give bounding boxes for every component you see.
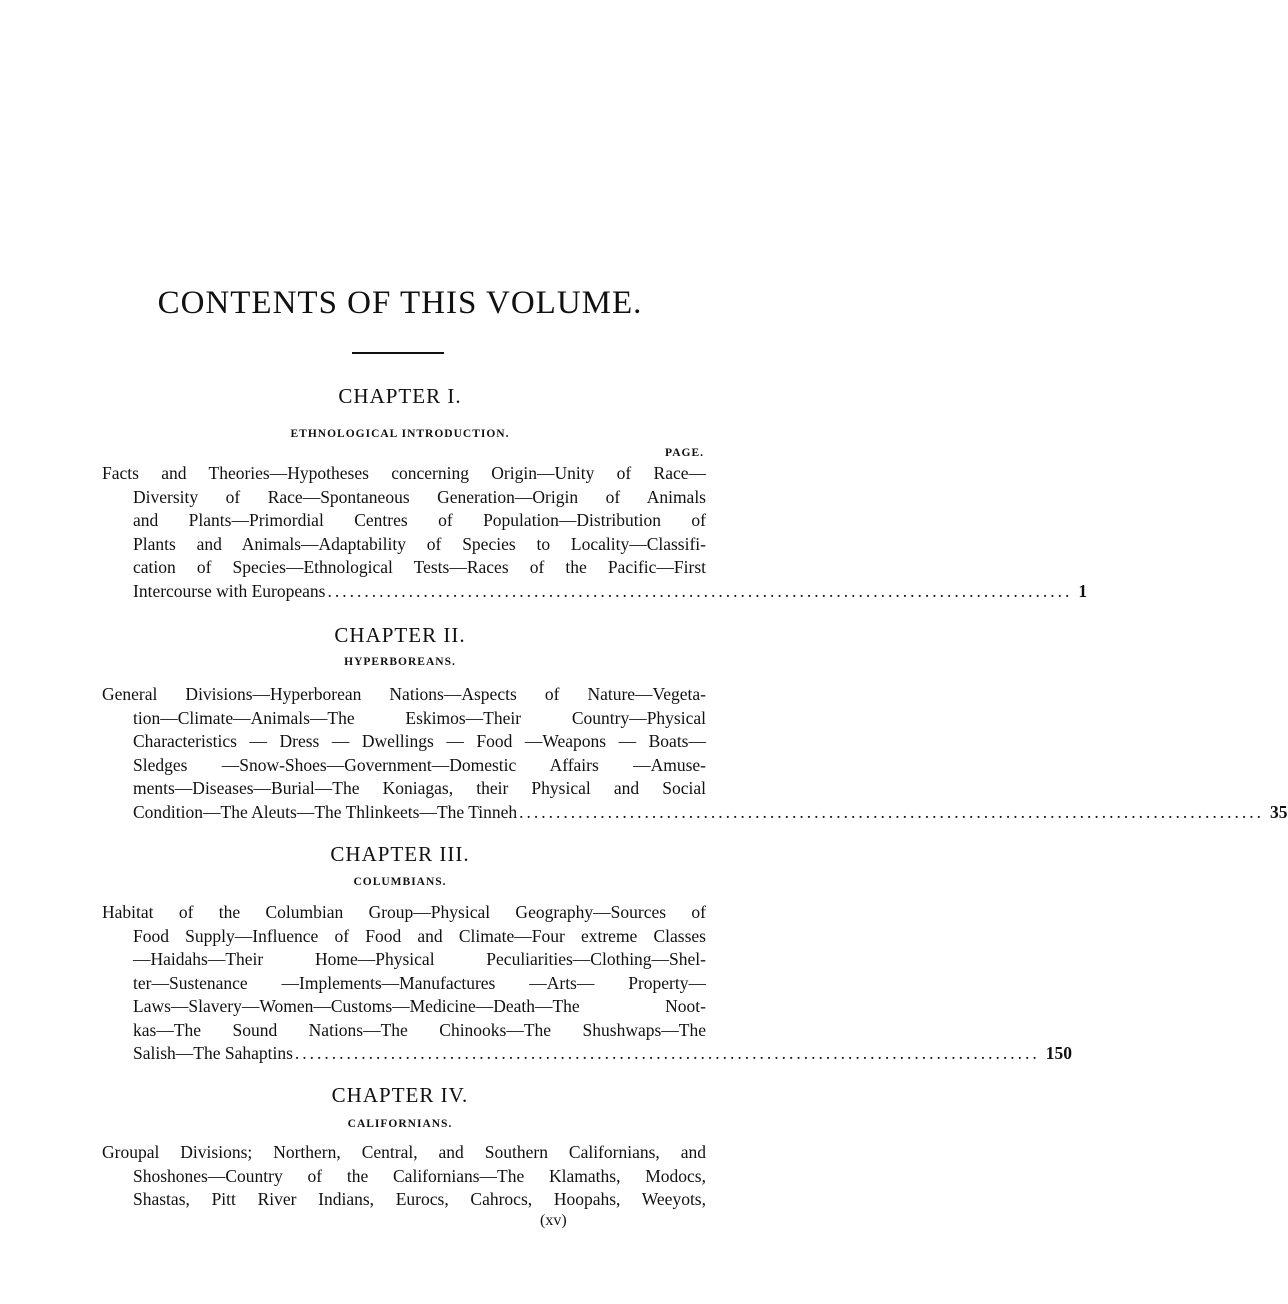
chapter-4-summary — [102, 1141, 706, 1212]
summary-line: Intercourse with Europeans — [133, 580, 326, 601]
summary-line: General Divisions—Hyperborean Nations—Aspects of Nature—Vegeta- — [102, 684, 706, 704]
chapter-2-page-number: 35 — [1270, 801, 1288, 822]
summary-last-line — [102, 580, 1088, 604]
summary-line: Shastas, Pitt River Indians, Eurocs, Cahrocs, Hoopahs, Weeyots, — [133, 1189, 706, 1209]
summary-line: Facts and Theories—Hypotheses concerning Origin—Unity of Race— — [102, 463, 706, 483]
chapter-2-summary — [102, 683, 1288, 824]
summary-line: Habitat of the Columbian Group—Physical Geography—Sources of — [102, 902, 706, 922]
chapter-1-page-number: 1 — [1078, 580, 1088, 601]
summary-line: Groupal Divisions; Northern, Central, and Southern Californians, and — [102, 1142, 706, 1162]
summary-line: Plants and Animals—Adaptability of Species to Locality—Classifi- — [133, 533, 706, 554]
summary-line: ter—Sustenance —Implements—Manufactures —Arts— Property— — [133, 972, 706, 993]
summary-line: cation of Species—Ethnological Tests—Races of the Pacific—First — [133, 557, 706, 577]
chapter-4-heading: CHAPTER IV. — [331, 1083, 469, 1107]
title-rule — [352, 352, 444, 354]
page-folio: (xv) — [540, 1212, 567, 1229]
dot-leader: ..................................................................................................... — [327, 580, 1073, 601]
summary-line: Laws—Slavery—Women—Customs—Medicine—Death—The Noot- — [133, 996, 706, 1016]
summary-line: Diversity of Race—Spontaneous Generation—Origin of Animals — [133, 486, 706, 507]
page-column-label: PAGE. — [665, 447, 704, 459]
chapter-1-summary — [102, 462, 1088, 603]
chapter-3-heading: CHAPTER III. — [330, 842, 470, 866]
summary-line: ments—Diseases—Burial—The Koniagas, their Physical and Social — [133, 778, 706, 798]
summary-line: —Haidahs—Their Home—Physical Peculiarities—Clothing—Shel- — [133, 949, 706, 969]
summary-last-line — [102, 1042, 1073, 1066]
summary-line: and Plants—Primordial Centres of Population—Distribution of — [133, 510, 706, 530]
summary-line: Sledges —Snow-Shoes—Government—Domestic Affairs —Amuse- — [133, 754, 706, 775]
chapter-3-summary — [102, 901, 1073, 1066]
dot-leader: ..................................................................................................... — [294, 1043, 1040, 1063]
page-title: CONTENTS OF THIS VOLUME. — [157, 285, 643, 321]
chapter-2-heading: CHAPTER II. — [334, 623, 466, 647]
chapter-3-page-number: 150 — [1045, 1043, 1073, 1063]
chapter-2-subtitle: HYPERBOREANS. — [344, 656, 456, 668]
chapter-1-subtitle: ETHNOLOGICAL INTRODUCTION. — [290, 428, 510, 440]
summary-line: Salish—The Sahaptins — [133, 1043, 293, 1063]
summary-line: Condition—The Aleuts—The Thlinkeets—The Tinneh — [133, 801, 518, 822]
summary-line: kas—The Sound Nations—The Chinooks—The Shushwaps—The — [133, 1019, 706, 1040]
summary-line: Characteristics — Dress — Dwellings — Food —Weapons — Boats— — [133, 731, 706, 751]
chapter-4-subtitle: CALIFORNIANS. — [347, 1118, 453, 1130]
summary-line: tion—Climate—Animals—The Eskimos—Their Country—Physical — [133, 707, 706, 728]
summary-line: Food Supply—Influence of Food and Climate—Four extreme Classes — [133, 925, 706, 946]
summary-last-line — [102, 801, 1288, 825]
chapter-3-subtitle: COLUMBIANS. — [353, 876, 447, 888]
chapter-1-heading: CHAPTER I. — [338, 384, 462, 408]
dot-leader: ..................................................................................................... — [519, 801, 1265, 822]
summary-line: Shoshones—Country of the Californians—The Klamaths, Modocs, — [133, 1165, 706, 1186]
